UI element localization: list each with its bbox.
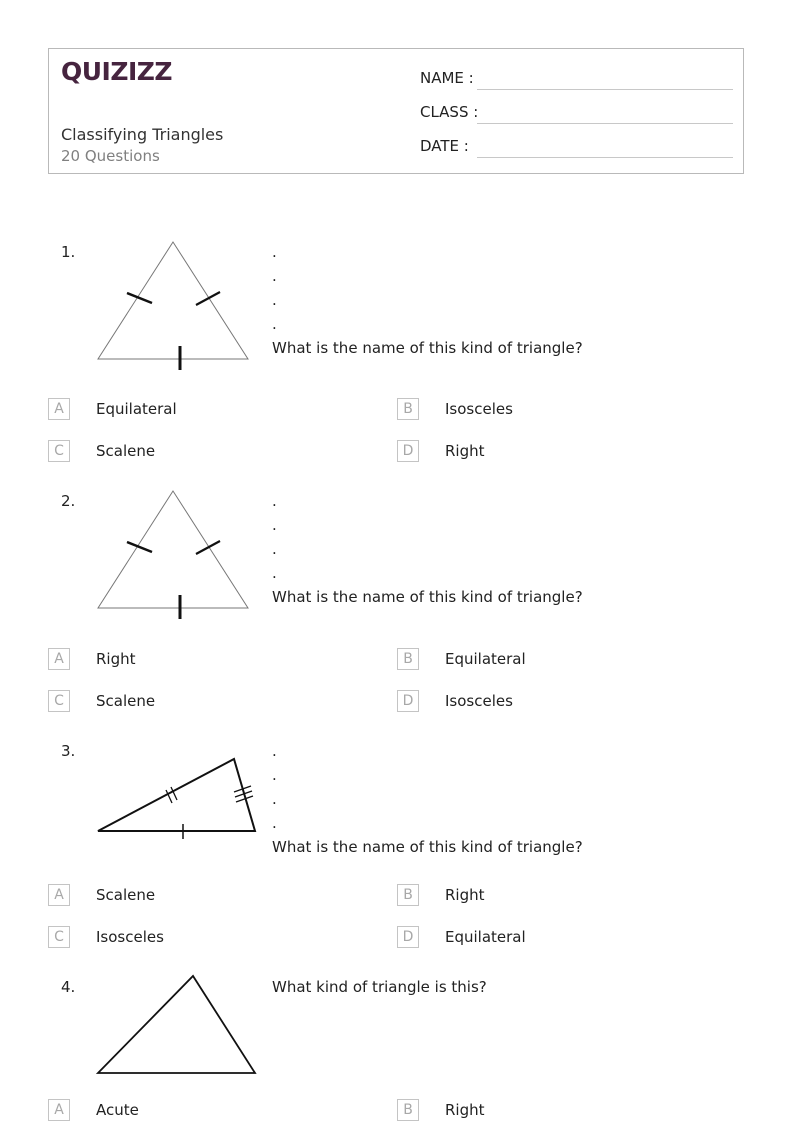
option-b-box[interactable]: B xyxy=(397,1099,419,1121)
option-b-text[interactable]: Right xyxy=(445,1101,485,1119)
dot: . xyxy=(272,790,277,808)
quizizz-logo: QUIZIZZ xyxy=(61,57,173,86)
dot: . xyxy=(272,814,277,832)
question-number: 3. xyxy=(61,742,76,760)
option-b-text[interactable]: Right xyxy=(445,886,485,904)
question-text xyxy=(272,489,583,609)
question-text xyxy=(272,240,583,360)
question-prompt: What is the name of this kind of triangle? xyxy=(272,588,583,606)
option-b-text[interactable]: Isosceles xyxy=(445,400,513,418)
scalene-triangle-figure xyxy=(94,754,260,840)
option-a-text[interactable]: Acute xyxy=(96,1101,139,1119)
option-d-text[interactable]: Isosceles xyxy=(445,692,513,710)
option-c-box[interactable]: C xyxy=(48,440,70,462)
class-label: CLASS : xyxy=(420,103,479,121)
question-text xyxy=(272,739,583,859)
question-count: 20 Questions xyxy=(61,147,160,165)
question-prompt: What kind of triangle is this? xyxy=(272,978,487,996)
question-prompt: What is the name of this kind of triangle? xyxy=(272,838,583,856)
name-line[interactable] xyxy=(477,89,733,90)
option-c-text[interactable]: Scalene xyxy=(96,692,156,710)
worksheet-title: Classifying Triangles xyxy=(61,125,224,144)
worksheet-header xyxy=(48,48,744,174)
equilateral-triangle-figure xyxy=(94,487,254,623)
dot: . xyxy=(272,291,277,309)
option-c-text[interactable]: Scalene xyxy=(96,442,156,460)
dot: . xyxy=(272,267,277,285)
question-text xyxy=(272,975,487,999)
name-label: NAME : xyxy=(420,69,474,87)
option-c-box[interactable]: C xyxy=(48,926,70,948)
question-number: 2. xyxy=(61,492,76,510)
option-b-box[interactable]: B xyxy=(397,884,419,906)
dot: . xyxy=(272,243,277,261)
question-number: 1. xyxy=(61,243,76,261)
dot: . xyxy=(272,766,277,784)
option-a-text[interactable]: Equilateral xyxy=(96,400,177,418)
equilateral-triangle-figure xyxy=(94,238,254,374)
dot: . xyxy=(272,492,277,510)
option-b-box[interactable]: B xyxy=(397,398,419,420)
option-a-text[interactable]: Scalene xyxy=(96,886,156,904)
option-a-box[interactable]: A xyxy=(48,884,70,906)
option-a-box[interactable]: A xyxy=(48,398,70,420)
date-label: DATE : xyxy=(420,137,469,155)
dot: . xyxy=(272,315,277,333)
option-d-box[interactable]: D xyxy=(397,926,419,948)
option-d-box[interactable]: D xyxy=(397,440,419,462)
option-b-box[interactable]: B xyxy=(397,648,419,670)
option-d-text[interactable]: Equilateral xyxy=(445,928,526,946)
dot: . xyxy=(272,516,277,534)
date-line[interactable] xyxy=(477,157,733,158)
option-a-box[interactable]: A xyxy=(48,1099,70,1121)
option-a-text[interactable]: Right xyxy=(96,650,136,668)
question-number: 4. xyxy=(61,978,76,996)
option-a-box[interactable]: A xyxy=(48,648,70,670)
option-c-text[interactable]: Isosceles xyxy=(96,928,164,946)
option-d-text[interactable]: Right xyxy=(445,442,485,460)
dot: . xyxy=(272,540,277,558)
question-prompt: What is the name of this kind of triangle? xyxy=(272,339,583,357)
dot: . xyxy=(272,742,277,760)
option-d-box[interactable]: D xyxy=(397,690,419,712)
acute-triangle-figure xyxy=(94,972,260,1078)
option-c-box[interactable]: C xyxy=(48,690,70,712)
option-b-text[interactable]: Equilateral xyxy=(445,650,526,668)
class-line[interactable] xyxy=(477,123,733,124)
dot: . xyxy=(272,564,277,582)
